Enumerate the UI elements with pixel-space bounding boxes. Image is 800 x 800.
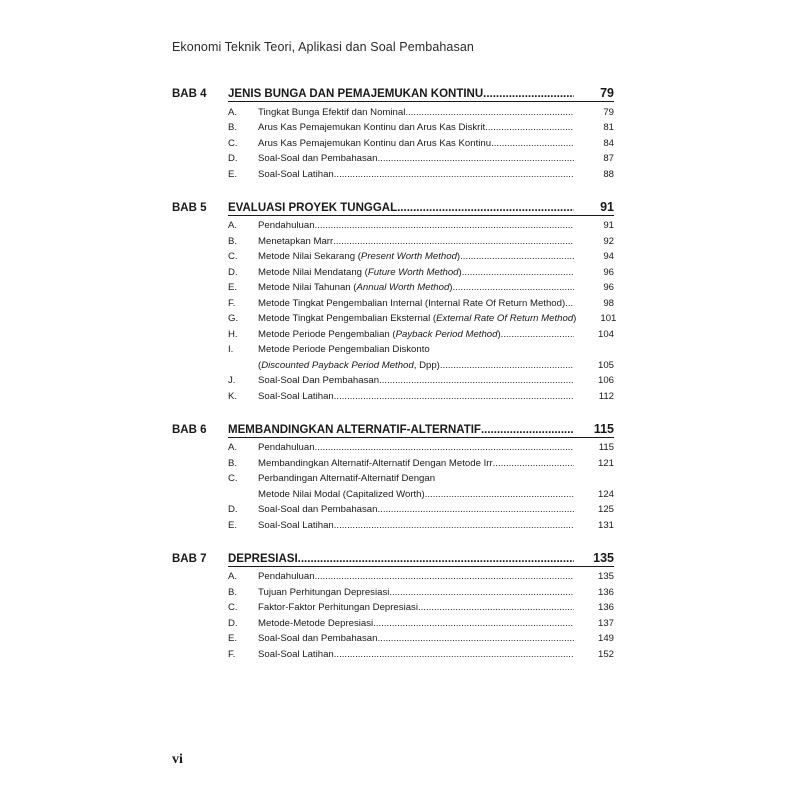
entry-text: Tingkat Bunga Efektif dan Nominal (258, 106, 406, 118)
entry-text: Metode Nilai Sekarang ( (258, 251, 361, 262)
toc-entry[interactable] (172, 515, 614, 531)
entry-text: Arus Kas Pemajemukan Kontinu dan Arus Kas Kontinu (258, 137, 492, 149)
entry-page: 105 (597, 359, 614, 371)
entry-letter: D. (228, 617, 238, 629)
entry-text: Soal-Soal Latihan (258, 390, 334, 402)
entry-letter: E. (228, 519, 238, 531)
entry-page: 94 (603, 251, 614, 262)
toc-entry[interactable] (172, 469, 614, 485)
entry-text: Arus Kas Pemajemukan Kontinu dan Arus Kas Diskrit (258, 122, 486, 133)
entry-text: Soal-Soal dan Pembahasan (258, 153, 378, 164)
entry-letter: H. (228, 328, 238, 340)
entry-letter: D. (228, 504, 238, 515)
entry-text-after: , Dpp) (413, 359, 440, 371)
entry-letter: A. (228, 442, 238, 453)
entry-text-after: ) (497, 328, 501, 340)
entry-italic: Discounted Payback Period Method (261, 359, 414, 371)
entry-title (258, 329, 501, 340)
entry-text: Metode Tingkat Pengembalian Internal (Internal Rate Of Return Method) (258, 297, 566, 309)
entry-title-continuation (258, 360, 440, 371)
chapter-heading[interactable] (172, 80, 614, 100)
entry-text: Pendahuluan (258, 220, 315, 231)
dot-leader (379, 375, 574, 386)
dot-leader (462, 267, 574, 278)
entry-title (258, 458, 493, 469)
toc-entry[interactable] (172, 340, 614, 356)
dot-leader (485, 122, 574, 133)
toc-entry[interactable] (172, 613, 614, 629)
entry-title (258, 313, 576, 324)
dot-leader (418, 602, 574, 613)
entry-title (258, 251, 460, 262)
entry-title (258, 633, 377, 644)
entry-page: 136 (597, 586, 614, 598)
entry-text: Soal-Soal dan Pembahasan (258, 633, 378, 644)
dot-leader (493, 458, 574, 469)
entry-page: 121 (597, 457, 614, 469)
dot-leader (483, 88, 574, 100)
toc-entry[interactable] (172, 598, 614, 614)
entry-page: 96 (603, 266, 614, 278)
toc-entry[interactable] (172, 324, 614, 340)
dot-leader (389, 587, 574, 598)
entry-page: 106 (597, 375, 614, 386)
entry-page: 112 (598, 390, 614, 402)
entry-letter: B. (228, 235, 238, 247)
entry-letter: C. (228, 137, 238, 149)
entry-title (258, 504, 377, 515)
entry-text: Faktor-Faktor Perhitungan Depresiasi (258, 602, 418, 613)
entry-page: 101 (600, 313, 617, 324)
entry-title (258, 138, 491, 149)
dot-leader (425, 489, 574, 500)
dot-leader (460, 251, 574, 262)
entry-title (258, 442, 315, 453)
entry-title (258, 122, 485, 133)
toc-entry[interactable] (172, 438, 614, 454)
entry-letter: B. (228, 122, 238, 133)
chapter-number: BAB 4 (172, 88, 207, 100)
toc-entry[interactable] (172, 247, 614, 263)
dot-leader (298, 553, 574, 565)
toc-entry[interactable] (172, 567, 614, 583)
entry-page: 91 (603, 220, 614, 231)
entry-italic: External Rate Of Return Method (436, 313, 574, 324)
entry-letter: I. (228, 344, 234, 355)
dot-leader (405, 107, 574, 118)
entry-text-after: ) (449, 282, 453, 293)
toc-entry[interactable] (172, 629, 614, 645)
chapter-page: 115 (593, 421, 614, 436)
entry-title-continuation (258, 489, 425, 500)
toc-entry[interactable] (172, 216, 614, 232)
entry-letter: K. (228, 390, 238, 402)
entry-title (258, 282, 453, 293)
toc-entry[interactable] (172, 309, 617, 325)
entry-title (258, 602, 418, 613)
chapter-page: 135 (593, 550, 614, 565)
entry-text: ( (258, 359, 262, 371)
entry-text: Metode Nilai Modal (Capitalized Worth) (258, 488, 425, 500)
entry-title (258, 267, 462, 278)
chapter-title: MEMBANDINGKAN ALTERNATIF-ALTERNATIF (228, 423, 481, 436)
toc-entry[interactable] (172, 293, 614, 309)
entry-letter: A. (228, 106, 238, 118)
toc-entry[interactable] (172, 644, 614, 660)
entry-text: Metode Tingkat Pengembalian Eksternal ( (258, 313, 437, 324)
entry-page: 84 (603, 137, 614, 149)
entry-italic: Present Worth Method (360, 251, 457, 262)
entry-letter: E. (228, 168, 238, 180)
entry-text: Metode Nilai Tahunan ( (258, 282, 357, 293)
dot-leader (453, 282, 575, 293)
entry-letter: G. (228, 313, 239, 324)
entry-text: Pendahuluan (258, 442, 315, 453)
entry-page: 81 (603, 122, 614, 133)
entry-letter: A. (228, 220, 238, 231)
entry-page: 152 (597, 648, 614, 660)
entry-text: Membandingkan Alternatif-Alternatif Dengan Metode Irr (258, 457, 493, 469)
entry-letter: E. (228, 633, 238, 644)
entry-title (258, 169, 334, 180)
dot-leader (334, 649, 574, 660)
chapter-title: JENIS BUNGA DAN PEMAJEMUKAN KONTINU (228, 88, 484, 100)
entry-page: 124 (597, 488, 614, 500)
toc-chapter (172, 80, 614, 180)
entry-text: Metode-Metode Depresiasi (258, 617, 374, 629)
chapter-heading[interactable] (172, 194, 614, 214)
dot-leader (315, 220, 574, 231)
toc-entry[interactable] (172, 453, 614, 469)
entry-italic: Future Worth Method (367, 266, 459, 278)
toc-entry[interactable] (172, 278, 614, 294)
entry-text-after: ) (456, 251, 461, 262)
entry-title (258, 587, 389, 598)
entry-page: 131 (597, 519, 614, 531)
entry-text: Soal-Soal Latihan (258, 168, 334, 180)
dot-leader (501, 329, 574, 340)
chapter-page: 79 (600, 86, 614, 100)
toc-entry[interactable] (172, 133, 614, 149)
dot-leader (315, 442, 574, 453)
toc-entry[interactable] (172, 102, 614, 118)
dot-leader (377, 504, 574, 515)
entry-text: Pendahuluan (258, 571, 315, 582)
chapter-title: DEPRESIASI (228, 552, 298, 565)
chapter-title: EVALUASI PROYEK TUNGGAL (228, 201, 398, 214)
entry-text: Tujuan Perhitungan Depresiasi (258, 586, 390, 598)
page-number: vi (172, 752, 183, 767)
entry-letter: F. (228, 297, 236, 309)
entry-title (258, 571, 315, 582)
chapter-page: 91 (600, 199, 614, 214)
entry-text: Soal-Soal dan Pembahasan (258, 504, 378, 515)
toc-entry[interactable] (172, 371, 614, 387)
dot-leader (334, 391, 574, 402)
entry-page: 87 (603, 153, 614, 164)
toc-entry[interactable] (172, 164, 614, 180)
entry-page: 98 (603, 297, 614, 309)
entry-page: 135 (597, 571, 614, 582)
toc-entry-continuation[interactable] (172, 355, 614, 371)
entry-title (258, 618, 373, 629)
table-of-contents (172, 80, 617, 674)
entry-page: 125 (597, 504, 614, 515)
dot-leader (565, 298, 574, 309)
entry-title (258, 220, 315, 231)
entry-title (258, 391, 334, 402)
dot-leader (315, 571, 574, 582)
entry-text: Metode Periode Pengembalian ( (258, 328, 396, 340)
entry-title (258, 236, 333, 247)
entry-text: Menetapkan Marr (258, 235, 334, 247)
entry-title: Metode Periode Pengembalian Diskonto (258, 344, 430, 355)
chapter-heading[interactable] (172, 416, 614, 436)
entry-title (258, 520, 334, 531)
dot-leader (333, 236, 574, 247)
entry-letter: C. (228, 473, 238, 484)
entry-letter: E. (228, 282, 238, 293)
toc-entry-continuation[interactable] (172, 484, 614, 500)
dot-leader (377, 633, 574, 644)
entry-title (258, 375, 379, 386)
entry-page: 104 (597, 328, 614, 340)
dot-leader (397, 202, 574, 214)
entry-text-after: ) (458, 266, 462, 278)
toc-entry[interactable] (172, 231, 614, 247)
dot-leader (373, 618, 574, 629)
toc-entry[interactable] (172, 262, 614, 278)
entry-italic: Payback Period Method (395, 328, 498, 340)
entry-letter: B. (228, 586, 238, 598)
entry-letter: C. (228, 251, 238, 262)
entry-page: 137 (597, 617, 614, 629)
toc-chapter (172, 545, 614, 660)
entry-letter: D. (228, 266, 238, 278)
toc-chapter (172, 194, 617, 402)
chapter-number: BAB 7 (172, 552, 207, 565)
entry-page: 136 (597, 602, 614, 613)
entry-page: 96 (603, 282, 614, 293)
dot-leader (334, 169, 574, 180)
toc-entry[interactable] (172, 500, 614, 516)
entry-page: 88 (603, 168, 614, 180)
entry-letter: A. (228, 571, 238, 582)
entry-text: Soal-Soal Latihan (258, 519, 334, 531)
dot-leader (440, 360, 574, 371)
dot-leader (334, 520, 574, 531)
entry-text: Soal-Soal Dan Pembahasan (258, 375, 380, 386)
running-header: Ekonomi Teknik Teori, Aplikasi dan Soal Pembahasan (172, 40, 474, 54)
toc-entry[interactable] (172, 149, 614, 165)
chapter-number: BAB 6 (172, 423, 207, 436)
entry-text: Soal-Soal Latihan (258, 648, 334, 660)
dot-leader (481, 424, 574, 436)
entry-title (258, 107, 405, 118)
entry-letter: D. (228, 153, 238, 164)
entry-letter: F. (228, 648, 236, 660)
dot-leader (491, 138, 574, 149)
entry-page: 149 (597, 633, 614, 644)
entry-title (258, 649, 334, 660)
entry-letter: B. (228, 457, 238, 469)
entry-page: 79 (603, 106, 614, 118)
entry-italic: Annual Worth Method (356, 282, 450, 293)
entry-text: Metode Nilai Mendatang ( (258, 266, 368, 278)
toc-entry[interactable] (172, 118, 614, 134)
entry-letter: J. (228, 375, 236, 386)
entry-letter: C. (228, 602, 238, 613)
entry-title (258, 153, 377, 164)
entry-title: Perbandingan Alternatif-Alternatif Dengan (258, 473, 436, 484)
dot-leader (377, 153, 574, 164)
toc-chapter (172, 416, 614, 531)
toc-entry[interactable] (172, 582, 614, 598)
chapter-heading[interactable] (172, 545, 614, 565)
entry-page: 92 (603, 235, 614, 247)
chapter-number: BAB 5 (172, 201, 207, 214)
toc-entry[interactable] (172, 386, 614, 402)
entry-text-after: ) (573, 313, 577, 324)
entry-page: 115 (598, 442, 614, 453)
entry-title (258, 298, 565, 309)
